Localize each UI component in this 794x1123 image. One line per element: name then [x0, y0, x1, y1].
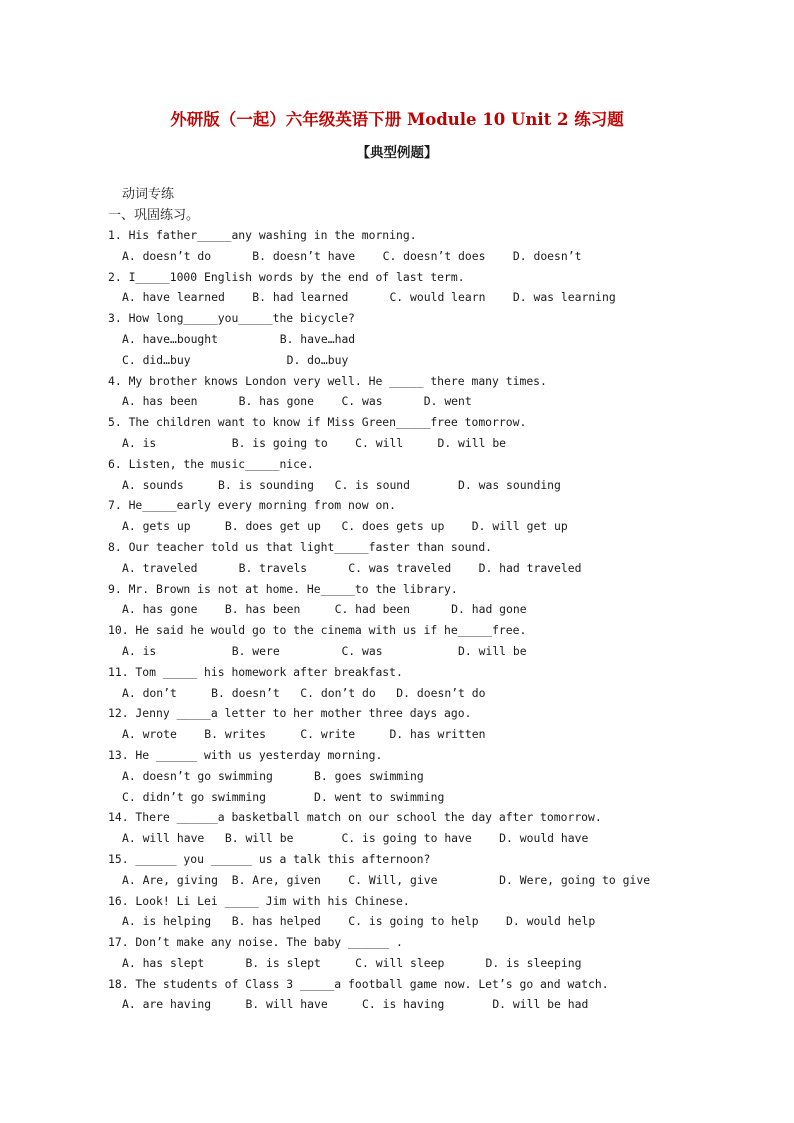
question-item — [108, 267, 748, 309]
question-item — [108, 371, 748, 413]
answer-options: A. has slept B. is slept C. will sleep D. is sleeping — [122, 955, 582, 970]
answer-options: A. don’t B. doesn’t C. don’t do D. doesn’t do — [122, 685, 486, 700]
question-stem: 14. There ______a basketball match on our school the day after tomorrow. — [108, 810, 602, 825]
question-item — [108, 579, 748, 621]
answer-options: A. has gone B. has been C. had been D. had gone — [122, 602, 527, 617]
part-heading: 一、巩固练习。 — [108, 208, 200, 223]
answer-options: C. didn’t go swimming D. went to swimming — [122, 789, 445, 804]
document-subtitle: 【典型例题】 — [356, 145, 438, 161]
question-stem: 17. Don’t make any noise. The baby ______ . — [108, 935, 403, 950]
question-item — [108, 495, 748, 537]
question-item — [108, 225, 748, 267]
answer-options: A. gets up B. does get up C. does gets up D. will get up — [122, 519, 568, 534]
question-stem: 13. He ______ with us yesterday morning. — [108, 747, 383, 762]
question-stem: 15. ______ you ______ us a talk this afternoon? — [108, 851, 431, 866]
answer-options: A. is B. were C. was D. will be — [122, 643, 527, 658]
question-item — [108, 849, 748, 891]
answer-options: A. is helping B. has helped C. is going to help D. would help — [122, 914, 596, 929]
answer-options: A. is B. is going to C. will D. will be — [122, 435, 507, 450]
question-list — [108, 225, 748, 1015]
answer-options: A. doesn’t do B. doesn’t have C. doesn’t does D. doesn’t — [122, 248, 582, 263]
answer-options: A. have…bought B. have…had — [122, 331, 356, 346]
question-stem: 9. Mr. Brown is not at home. He_____to the library. — [108, 581, 458, 596]
question-stem: 6. Listen, the music_____nice. — [108, 456, 314, 471]
answer-options: A. are having B. will have C. is having D. will be had — [122, 997, 589, 1012]
question-stem: 4. My brother knows London very well. He _____ there many times. — [108, 373, 547, 388]
answer-options: A. Are, giving B. Are, given C. Will, give D. Were, going to give — [122, 872, 651, 887]
question-stem: 11. Tom _____ his homework after breakfast. — [108, 664, 403, 679]
question-item — [108, 891, 748, 933]
question-item — [108, 807, 748, 849]
answer-options: A. will have B. will be C. is going to have D. would have — [122, 831, 589, 846]
question-stem: 12. Jenny _____a letter to her mother three days ago. — [108, 706, 472, 721]
question-item — [108, 454, 748, 496]
question-item — [108, 537, 748, 579]
answer-options: C. did…buy D. do…buy — [122, 352, 349, 367]
question-item — [108, 662, 748, 704]
question-stem: 2. I_____1000 English words by the end of last term. — [108, 269, 465, 284]
section-heading: 动词专练 — [122, 187, 175, 202]
question-stem: 16. Look! Li Lei _____ Jim with his Chinese. — [108, 893, 410, 908]
answer-options: A. doesn’t go swimming B. goes swimming — [122, 768, 424, 783]
answer-options: A. have learned B. had learned C. would learn D. was learning — [122, 290, 616, 305]
question-stem: 3. How long_____you_____the bicycle? — [108, 311, 355, 326]
answer-options: A. sounds B. is sounding C. is sound D. was sounding — [122, 477, 561, 492]
question-item — [108, 745, 748, 807]
question-item — [108, 703, 748, 745]
document-title: 外研版（一起）六年级英语下册 Module 10 Unit 2 练习题 — [170, 110, 624, 129]
question-stem: 18. The students of Class 3 _____a football game now. Let’s go and watch. — [108, 976, 609, 991]
question-stem: 7. He_____early every morning from now on. — [108, 498, 397, 513]
question-item — [108, 620, 748, 662]
answer-options: A. wrote B. writes C. write D. has written — [122, 727, 486, 742]
answer-options: A. traveled B. travels C. was traveled D. had traveled — [122, 560, 582, 575]
question-item — [108, 932, 748, 974]
answer-options: A. has been B. has gone C. was D. went — [122, 394, 472, 409]
question-item — [108, 974, 748, 1016]
question-stem: 5. The children want to know if Miss Green_____free tomorrow. — [108, 415, 527, 430]
question-stem: 1. His father_____any washing in the morning. — [108, 228, 417, 242]
question-stem: 8. Our teacher told us that light_____faster than sound. — [108, 539, 493, 554]
question-item — [108, 412, 748, 454]
question-item — [108, 308, 748, 370]
question-stem: 10. He said he would go to the cinema with us if he_____free. — [108, 623, 527, 638]
